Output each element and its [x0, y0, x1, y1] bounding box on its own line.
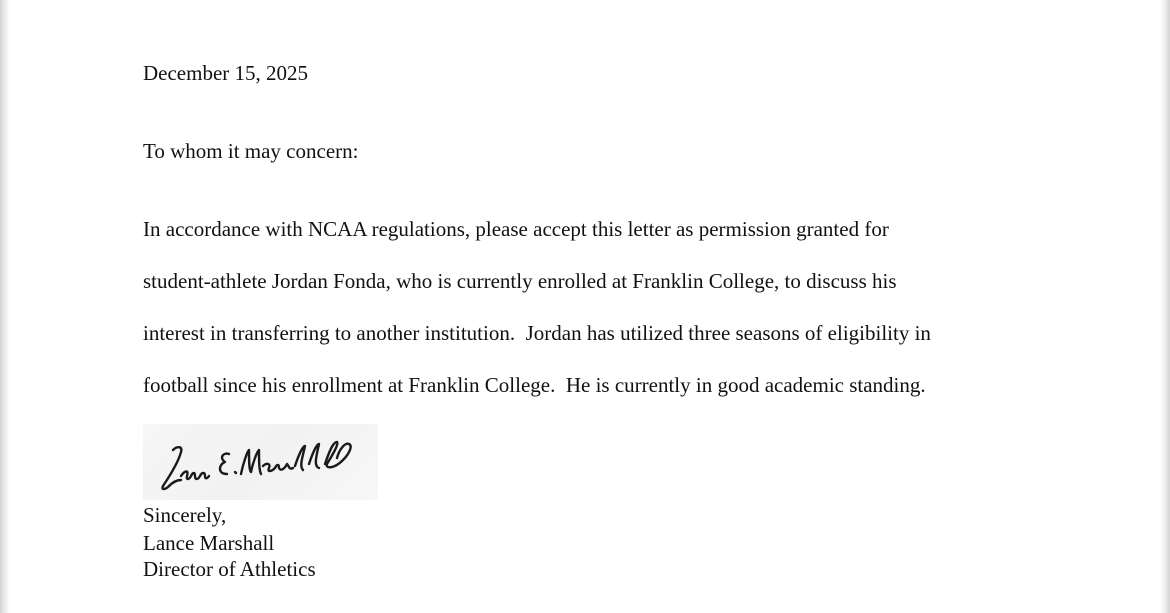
salutation: To whom it may concern: [143, 139, 359, 163]
page-edge-right [1160, 0, 1170, 613]
signer-title: Director of Athletics [143, 557, 316, 581]
body-line: student-athlete Jordan Fonda, who is currently enrolled at Franklin College, to discuss his [143, 269, 897, 293]
signature-drawing [143, 424, 378, 500]
signer-name: Lance Marshall [143, 531, 275, 555]
page-edge-left [0, 0, 10, 613]
body-paragraph [143, 190, 1043, 424]
body-line: In accordance with NCAA regulations, please accept this letter as permission granted for [143, 217, 889, 241]
signature-block [143, 530, 316, 582]
body-line: football since his enrollment at Franklin College. He is currently in good academic standing. [143, 373, 926, 397]
body-line: interest in transferring to another institution. Jordan has utilized three seasons of eligibility in [143, 321, 931, 345]
handwritten-signature [143, 424, 378, 500]
closing-line: Sincerely, [143, 503, 227, 527]
letter-date: December 15, 2025 [143, 61, 309, 85]
